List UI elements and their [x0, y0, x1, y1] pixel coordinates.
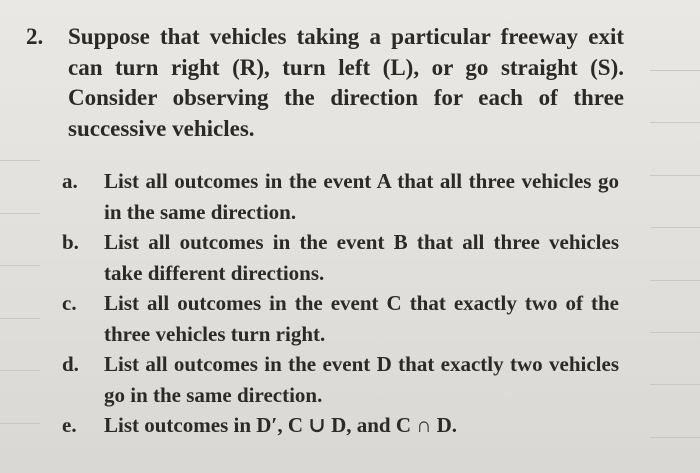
- bleed-line: [650, 437, 700, 438]
- bleed-line: [650, 70, 700, 71]
- part-text: List all outcomes in the event D that exactly two vehicles go in the same direction.: [104, 352, 619, 407]
- part-letter: b.: [62, 230, 79, 254]
- bleed-line: [650, 122, 700, 123]
- bleed-line: [0, 213, 40, 214]
- part-item-d: [62, 349, 622, 410]
- bleed-line: [650, 175, 700, 176]
- bleed-line: [650, 384, 700, 385]
- part-item-c: [62, 288, 622, 349]
- bleed-line: [0, 160, 40, 161]
- part-letter: d.: [62, 352, 79, 376]
- bleed-line: [0, 370, 40, 371]
- part-item-a: [62, 166, 622, 227]
- part-text: List all outcomes in the event B that all three vehicles take different directions.: [104, 230, 619, 285]
- bleed-line: [650, 280, 700, 281]
- part-item-b: [62, 227, 622, 288]
- problem-statement: Suppose that vehicles taking a particular freeway exit can turn right (R), turn left (L), or go straight (S). Consider observing the direction for each of three successive vehicles.: [68, 24, 624, 141]
- bleed-line: [0, 318, 40, 319]
- bleed-line: [0, 265, 40, 266]
- part-item-e: [62, 410, 622, 441]
- part-letter: a.: [62, 169, 78, 193]
- problem-block: [26, 22, 636, 144]
- bleed-line: [0, 423, 40, 424]
- part-text: List all outcomes in the event C that exactly two of the three vehicles turn right.: [104, 291, 619, 346]
- part-letter: c.: [62, 291, 77, 315]
- bleed-line: [650, 332, 700, 333]
- problem-number: 2.: [26, 24, 44, 49]
- parts-list: [62, 166, 622, 441]
- bleed-line: [650, 227, 700, 228]
- part-letter: e.: [62, 413, 77, 437]
- part-text: List outcomes in D′, C ∪ D, and C ∩ D.: [104, 413, 458, 437]
- part-text: List all outcomes in the event A that all three vehicles go in the same direction.: [104, 169, 619, 224]
- problem-header: [26, 22, 636, 144]
